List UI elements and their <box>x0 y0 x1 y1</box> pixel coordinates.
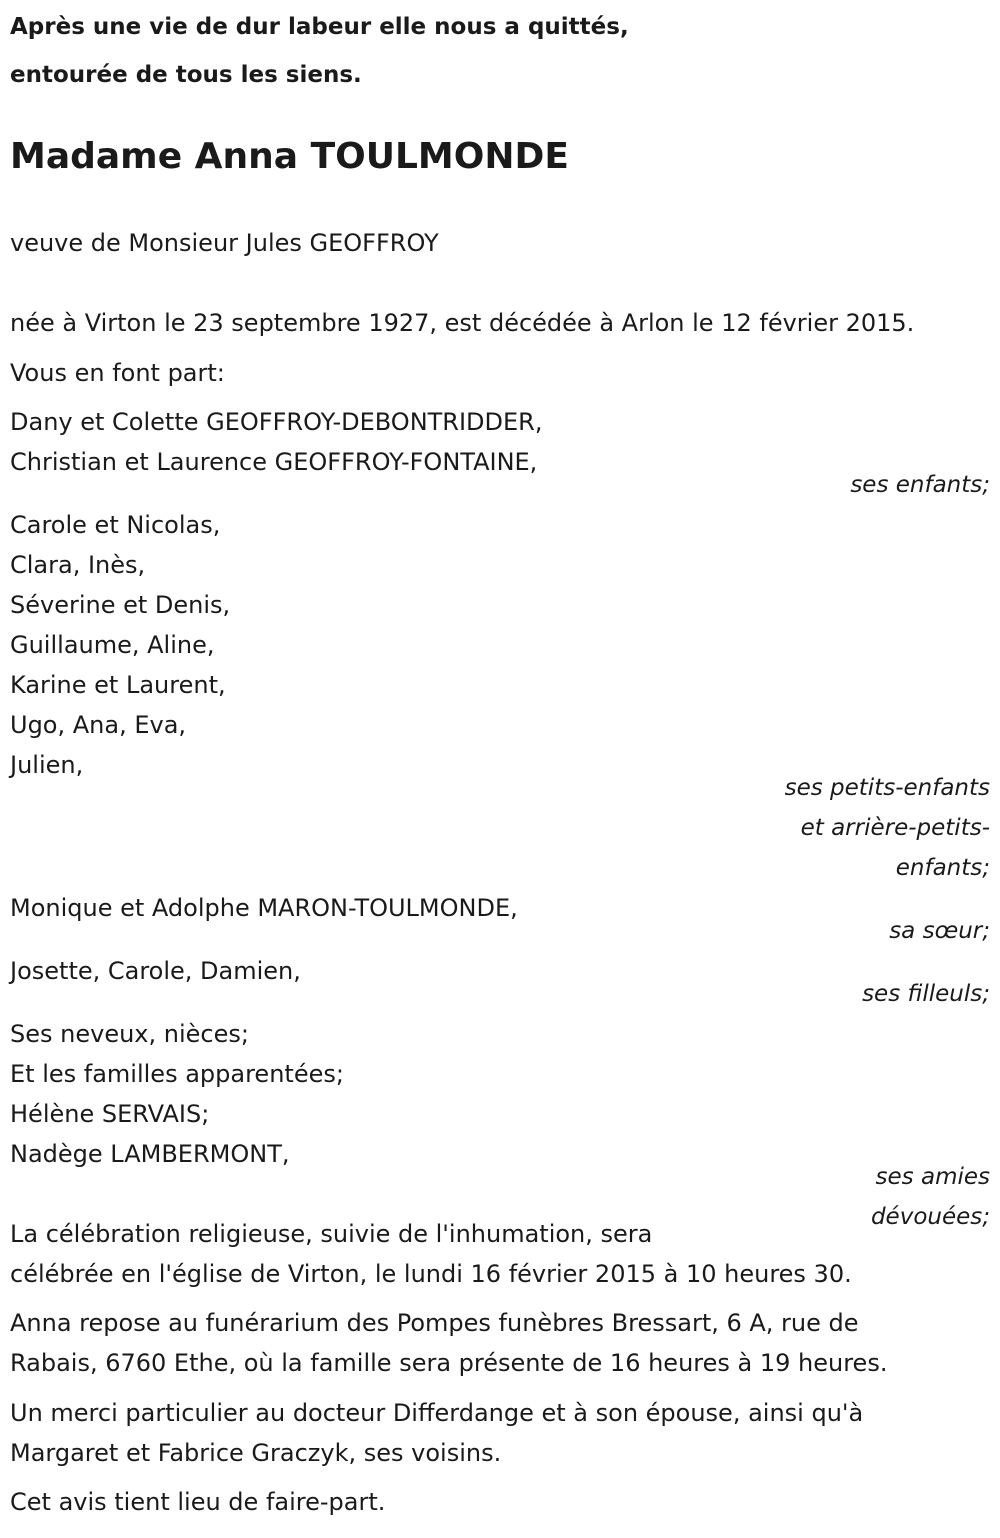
funerarium-line-1: Anna repose au funérarium des Pompes funèbres Bressart, 6 A, rue de <box>10 1309 859 1337</box>
deceased-name: Madame Anna TOULMONDE <box>10 136 569 177</box>
children-line-1: Dany et Colette GEOFFROY-DEBONTRIDDER, <box>10 408 543 436</box>
spouse-line: veuve de Monsieur Jules GEOFFROY <box>10 229 439 257</box>
intro-line-1: Après une vie de dur labeur elle nous a quittés, <box>10 14 629 40</box>
grandchild-line: Julien, <box>10 751 84 779</box>
others-line: Hélène SERVAIS; <box>10 1100 210 1128</box>
thanks-line-2: Margaret et Fabrice Graczyk, ses voisins. <box>10 1439 502 1467</box>
funerarium-line-2: Rabais, 6760 Ethe, où la famille sera présente de 16 heures à 19 heures. <box>10 1349 888 1377</box>
others-line: Nadège LAMBERMONT, <box>10 1140 290 1168</box>
grandchild-line: Guillaume, Aline, <box>10 631 215 659</box>
thanks-line-1: Un merci particulier au docteur Differdange et à son épouse, ainsi qu'à <box>10 1399 864 1427</box>
ceremony-line-2: célébrée en l'église de Virton, le lundi 16 février 2015 à 10 heures 30. <box>10 1260 852 1288</box>
sister-relation: sa sœur; <box>889 918 990 944</box>
grandchild-line: Ugo, Ana, Eva, <box>10 711 187 739</box>
friends-relation-line-1: ses amies <box>875 1164 990 1190</box>
children-line-2: Christian et Laurence GEOFFROY-FONTAINE, <box>10 448 538 476</box>
godchildren-relation: ses filleuls; <box>862 981 990 1007</box>
others-line: Et les familles apparentées; <box>10 1060 344 1088</box>
grandchild-line: Carole et Nicolas, <box>10 511 221 539</box>
birth-death-line: née à Virton le 23 septembre 1927, est décédée à Arlon le 12 février 2015. <box>10 309 915 337</box>
announce-line: Vous en font part: <box>10 359 225 387</box>
children-relation: ses enfants; <box>850 472 990 498</box>
closing-line: Cet avis tient lieu de faire-part. <box>10 1488 386 1516</box>
grandchild-line: Clara, Inès, <box>10 551 146 579</box>
others-line: Ses neveux, nièces; <box>10 1020 249 1048</box>
godchildren-line: Josette, Carole, Damien, <box>10 957 301 985</box>
ceremony-line-1: La célébration religieuse, suivie de l'inhumation, sera <box>10 1220 653 1248</box>
grandchild-line: Karine et Laurent, <box>10 671 226 699</box>
friends-relation-line-2: dévouées; <box>870 1204 990 1230</box>
grandchildren-relation-line-3: enfants; <box>895 855 990 881</box>
grandchildren-relation-line-2: et arrière-petits- <box>800 815 990 841</box>
grandchild-line: Séverine et Denis, <box>10 591 231 619</box>
sister-line: Monique et Adolphe MARON-TOULMONDE, <box>10 894 518 922</box>
intro-line-2: entourée de tous les siens. <box>10 62 362 88</box>
grandchildren-relation-line-1: ses petits-enfants <box>784 775 990 801</box>
